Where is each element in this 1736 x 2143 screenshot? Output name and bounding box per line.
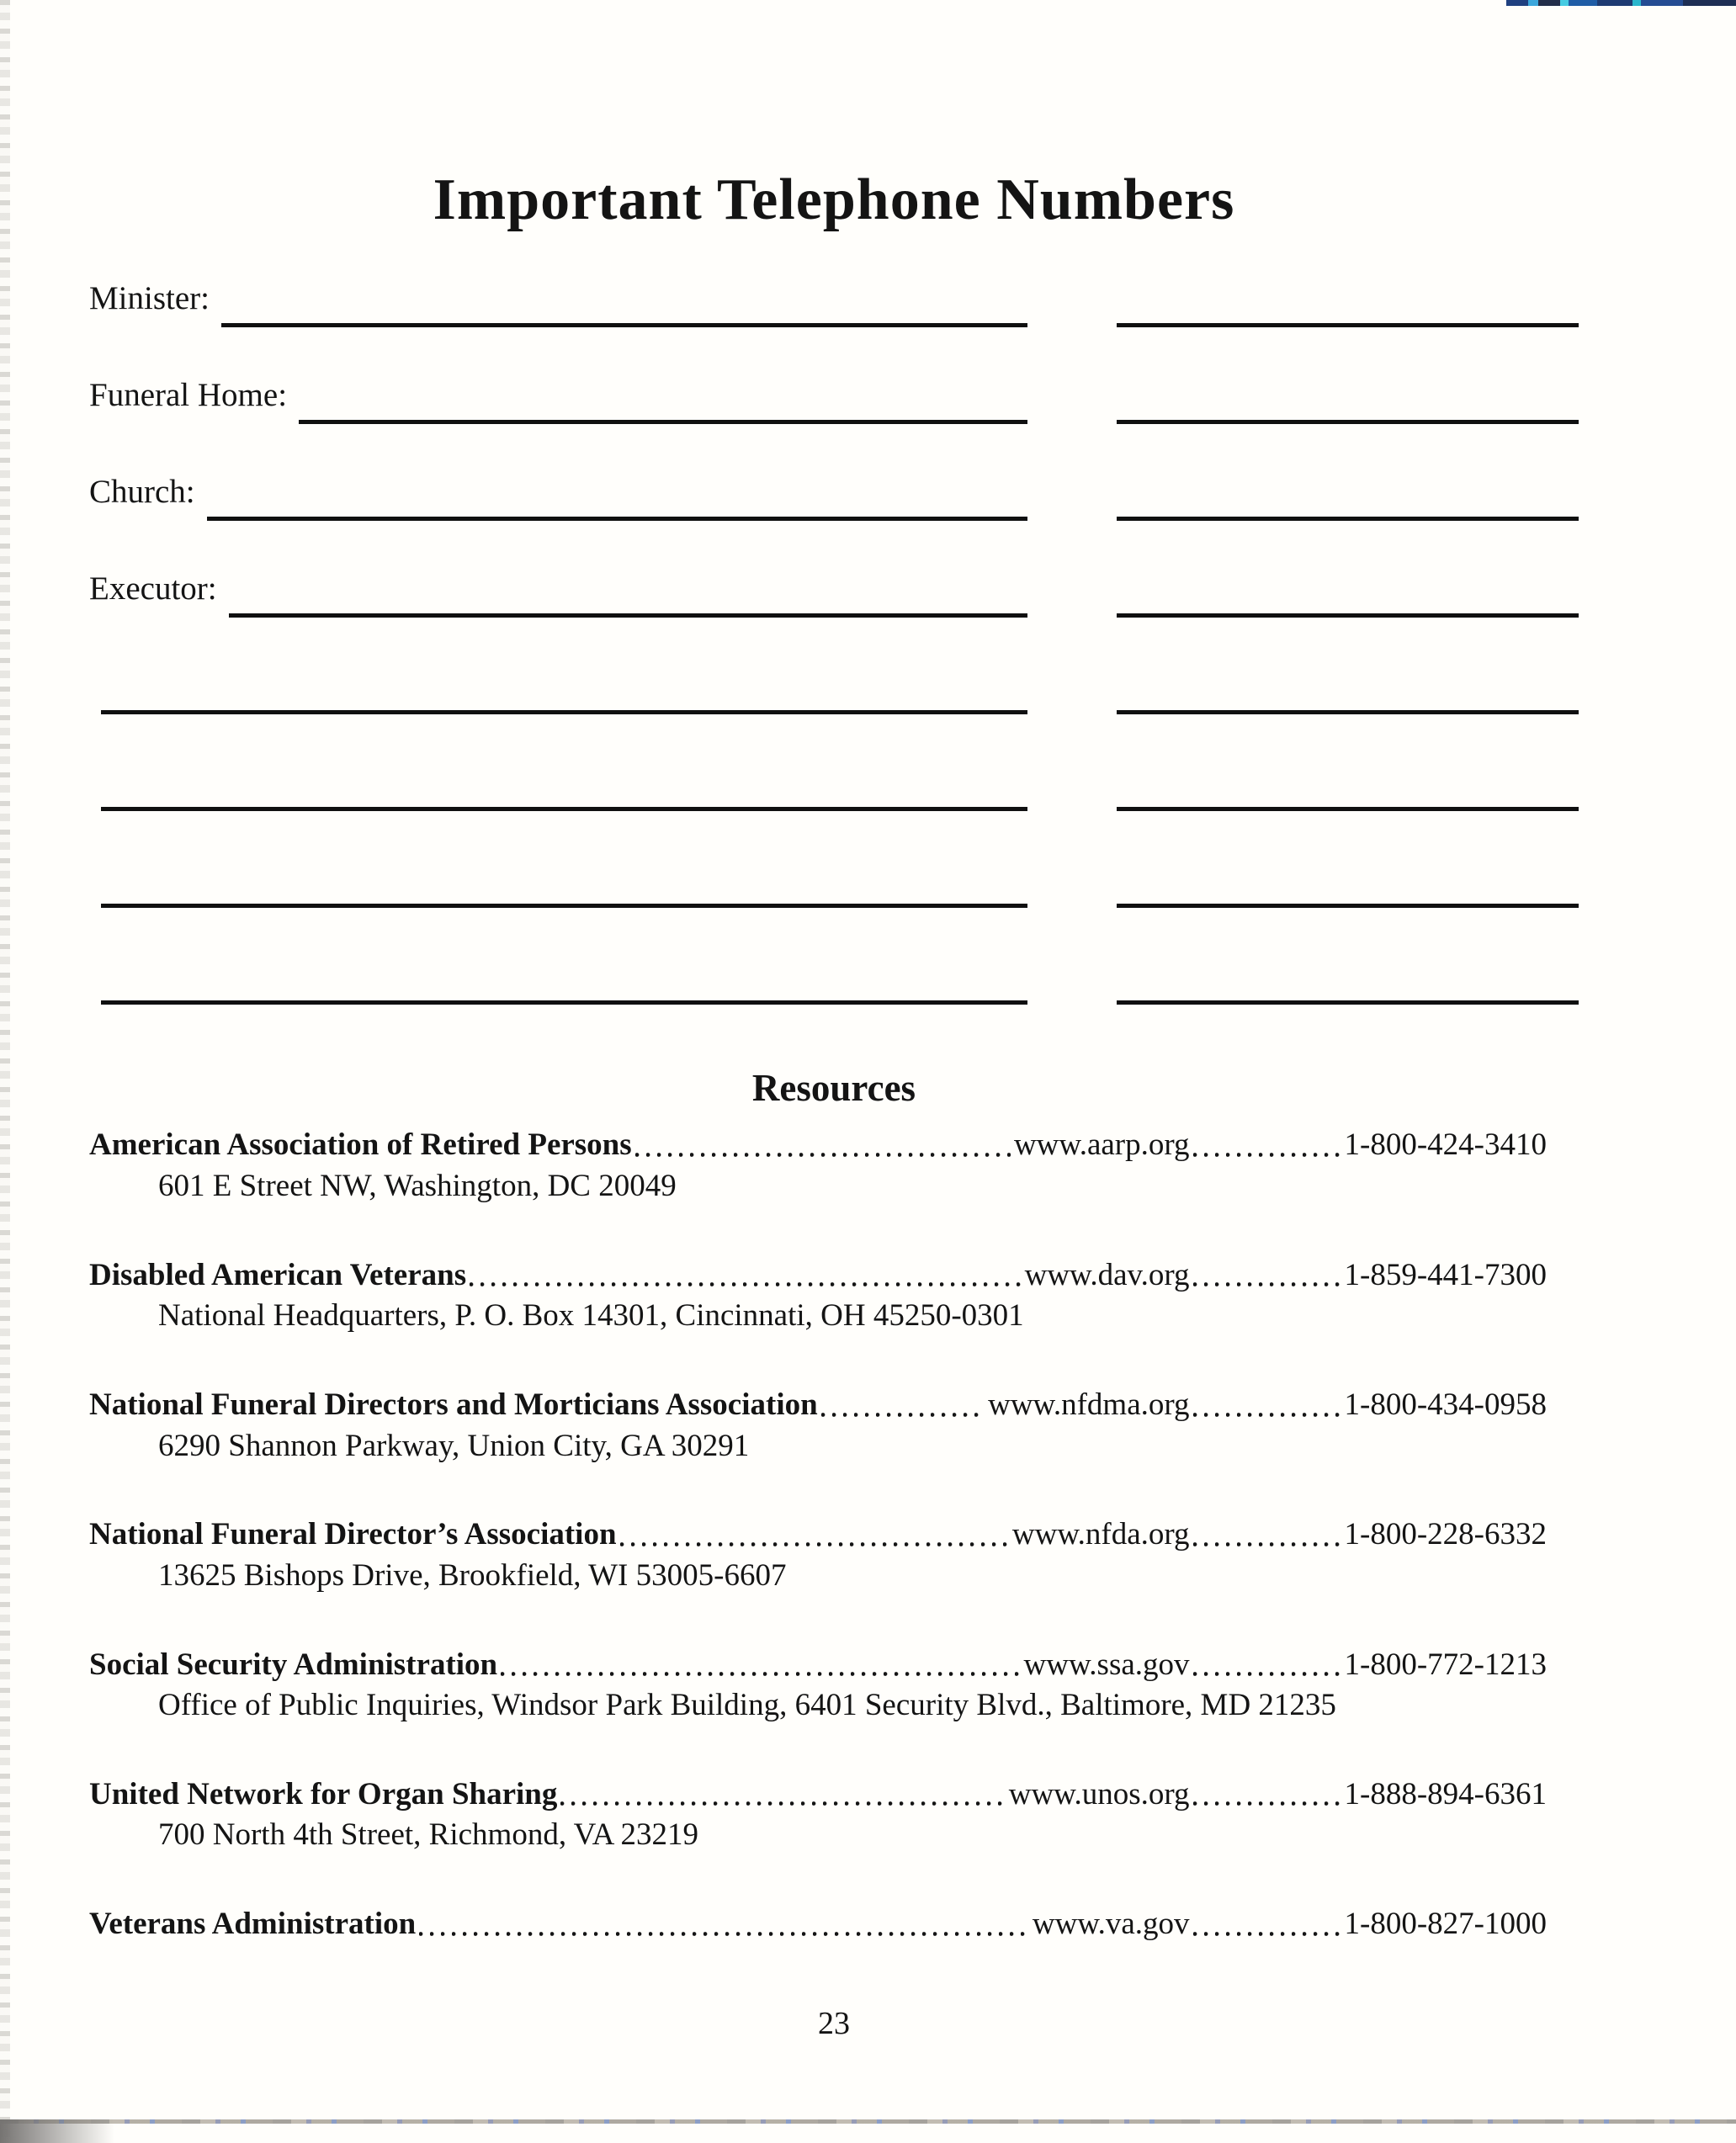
dot-leader	[470, 1282, 1021, 1286]
resource-entry-va	[89, 1906, 1547, 1943]
form-row-label: Church:	[89, 473, 195, 510]
form-row-church	[89, 472, 1579, 521]
form-row-blank	[89, 859, 1579, 908]
resource-entry-dav	[89, 1257, 1547, 1334]
resource-address: 6290 Shannon Parkway, Union City, GA 30291	[158, 1428, 750, 1463]
write-in-line-right	[1117, 807, 1579, 811]
write-in-line-right	[1117, 904, 1579, 908]
resource-url: www.dav.org	[1024, 1257, 1190, 1292]
resource-url: www.nfda.org	[1011, 1517, 1190, 1552]
form-row-blank	[89, 666, 1579, 714]
resource-row	[89, 1257, 1547, 1294]
resource-entry-aarp	[89, 1127, 1547, 1204]
write-in-line-right	[1117, 323, 1579, 327]
page-content	[89, 0, 1579, 2143]
dot-leader	[1193, 1153, 1341, 1157]
resource-name: Veterans Administration	[89, 1907, 417, 1942]
dot-leader	[1193, 1801, 1341, 1806]
form-row-minister	[89, 278, 1579, 327]
resource-entry-unos	[89, 1776, 1547, 1854]
resource-address: National Headquarters, P. O. Box 14301, Cincinnati, OH 45250-0301	[158, 1298, 1024, 1334]
resource-url: www.aarp.org	[1013, 1127, 1190, 1163]
resource-row	[89, 1516, 1547, 1553]
dot-leader	[501, 1672, 1020, 1676]
write-in-line-right	[1117, 420, 1579, 424]
resource-name: Disabled American Veterans	[89, 1257, 467, 1292]
page-number: 23	[818, 2006, 850, 2041]
resource-url: www.nfdma.org	[988, 1387, 1190, 1422]
scan-artifact-bottom-left-corner	[0, 2119, 135, 2143]
resource-row	[89, 1387, 1547, 1424]
write-in-line-left	[221, 323, 1027, 327]
form-row-label: Executor:	[89, 570, 217, 607]
write-in-line-right	[1117, 1000, 1579, 1005]
write-in-line-left	[299, 420, 1027, 424]
dot-leader	[635, 1153, 1011, 1157]
resource-phone: 1-800-424-3410	[1344, 1127, 1547, 1163]
resource-address: 700 North 4th Street, Richmond, VA 23219	[158, 1817, 699, 1853]
resource-row	[89, 1906, 1547, 1943]
resource-entry-ssa	[89, 1647, 1547, 1724]
resource-name: National Funeral Director’s Association	[89, 1517, 617, 1552]
write-in-line-left	[101, 1000, 1027, 1005]
resource-phone: 1-800-772-1213	[1344, 1647, 1547, 1682]
resource-url: www.unos.org	[1008, 1776, 1190, 1811]
dot-leader	[560, 1801, 1005, 1806]
resources-list	[89, 1127, 1579, 1943]
resource-url: www.ssa.gov	[1023, 1647, 1190, 1682]
form-row-label: Minister:	[89, 279, 210, 316]
scan-artifact-bottom-stripe	[0, 2119, 1736, 2124]
resource-phone: 1-800-434-0958	[1344, 1387, 1547, 1422]
telephone-form-section	[89, 278, 1579, 1005]
dot-leader	[1193, 1932, 1341, 1936]
resource-name: National Funeral Directors and Morticians Association	[89, 1387, 818, 1422]
resource-name: American Association of Retired Persons	[89, 1127, 632, 1163]
resources-heading: Resources	[751, 1066, 916, 1109]
write-in-line-left	[101, 710, 1027, 714]
resource-name: United Network for Organ Sharing	[89, 1776, 558, 1811]
dot-leader	[1193, 1672, 1341, 1676]
resource-phone: 1-800-827-1000	[1344, 1907, 1547, 1942]
write-in-line-right	[1117, 517, 1579, 521]
resource-address: 601 E Street NW, Washington, DC 20049	[158, 1168, 677, 1203]
resource-row	[89, 1647, 1547, 1684]
resource-name: Social Security Administration	[89, 1647, 498, 1682]
dot-leader	[821, 1413, 985, 1417]
write-in-line-left	[101, 807, 1027, 811]
dot-leader	[620, 1542, 1009, 1546]
dot-leader	[1193, 1542, 1341, 1546]
form-row-funeral-home	[89, 375, 1579, 424]
form-row-label: Funeral Home:	[89, 376, 288, 413]
dot-leader	[419, 1932, 1029, 1936]
resource-entry-nfdma	[89, 1387, 1547, 1464]
form-row-executor	[89, 569, 1579, 618]
write-in-line-left	[101, 904, 1027, 908]
form-row-blank	[89, 762, 1579, 811]
resource-url: www.va.gov	[1032, 1907, 1190, 1942]
scan-artifact-left-edge	[0, 0, 10, 2143]
dot-leader	[1193, 1413, 1341, 1417]
resource-row	[89, 1127, 1547, 1164]
resource-entry-nfda	[89, 1516, 1547, 1594]
resource-phone: 1-800-228-6332	[1344, 1517, 1547, 1552]
resource-address: 13625 Bishops Drive, Brookfield, WI 53005-6607	[158, 1557, 787, 1593]
resource-address: Office of Public Inquiries, Windsor Park Building, 6401 Security Blvd., Baltimore, MD 21235	[158, 1688, 1336, 1723]
write-in-line-right	[1117, 613, 1579, 618]
write-in-line-left	[229, 613, 1027, 618]
page-title: Important Telephone Numbers	[433, 167, 1235, 232]
resource-row	[89, 1776, 1547, 1813]
resource-phone: 1-859-441-7300	[1344, 1257, 1547, 1292]
resource-phone: 1-888-894-6361	[1344, 1776, 1547, 1811]
dot-leader	[1193, 1282, 1341, 1286]
write-in-line-right	[1117, 710, 1579, 714]
form-row-blank	[89, 956, 1579, 1005]
write-in-line-left	[207, 517, 1027, 521]
